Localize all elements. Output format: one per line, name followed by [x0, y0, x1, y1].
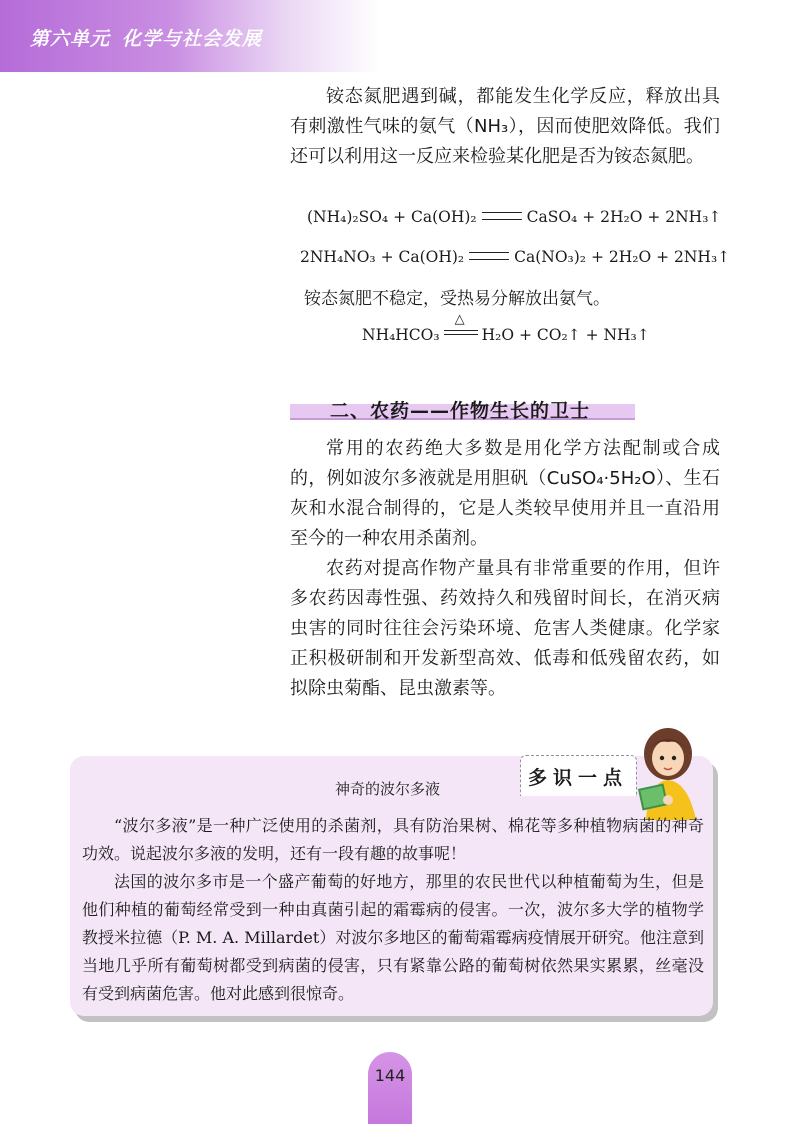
box-paragraph-1: “波尔多液”是一种广泛使用的杀菌剂，具有防治果树、棉花等多种植物病菌的神奇功效。说起波尔多液的发明，还有一段有趣的故事呢！ [82, 816, 704, 863]
intro-paragraph: 铵态氮肥遇到碱，都能发生化学反应，释放出具有刺激性气味的氨气（NH₃），因而使肥效降低。我们还可以利用这一反应来检验某化肥是否为铵态氮肥。 [290, 86, 720, 167]
equation-2-left: 2NH₄NO₃ + Ca(OH)₂ [300, 248, 465, 266]
equals-sign [469, 252, 509, 260]
equation-3-left: NH₄HCO₃ [362, 326, 440, 344]
box-text [82, 812, 704, 1008]
intro-block [290, 82, 720, 172]
equation-note: 铵态氮肥不稳定，受热易分解放出氨气。 [304, 289, 610, 309]
heating-condition [444, 312, 478, 338]
equation-1-left: (NH₄)₂SO₄ + Ca(OH)₂ [307, 208, 477, 226]
chapter-header [0, 0, 380, 72]
extra-knowledge-label: 多识一点 [528, 767, 629, 789]
section-paragraph-1: 常用的农药绝大多数是用化学方法配制或合成的，例如波尔多液就是用胆矾（CuSO₄·5H₂O）、生石灰和水混合制得的，它是人类较早使用并且一直沿用至今的一种农用杀菌剂。 [290, 438, 720, 549]
section-title: 二、农药——作物生长的卫士 [330, 400, 591, 422]
equation-2 [300, 248, 730, 266]
page-number-tab [368, 1052, 412, 1124]
page-number: 144 [374, 1066, 406, 1085]
box-title: 神奇的波尔多液 [335, 780, 441, 798]
section-paragraph-2: 农药对提高作物产量具有非常重要的作用，但许多农药因毒性强、药效持久和残留时间长，在消灭病虫害的同时往往会污染环境、危害人类健康。化学家正积极研制和开发新型高效、低毒和低残留农药，如拟除虫菊酯、昆虫激素等。 [290, 558, 720, 699]
section-body [290, 434, 720, 704]
equation-2-right: Ca(NO₃)₂ + 2H₂O + 2NH₃↑ [514, 248, 731, 266]
reading-girl-icon [632, 724, 708, 820]
equation-1 [307, 208, 721, 226]
equation-3 [362, 312, 650, 344]
header-text [30, 24, 262, 51]
equation-1-right: CaSO₄ + 2H₂O + 2NH₃↑ [526, 208, 722, 226]
unit-label: 第六单元 [30, 28, 111, 50]
unit-title: 化学与社会发展 [122, 28, 263, 50]
heat-symbol: △ [454, 312, 465, 327]
equation-3-right: H₂O + CO₂↑ + NH₃↑ [481, 326, 650, 344]
box-paragraph-2: 法国的波尔多市是一个盛产葡萄的好地方，那里的农民世代以种植葡萄为生，但是他们种植的葡萄经常受到一种由真菌引起的霜霉病的侵害。一次，波尔多大学的植物学教授米拉德（P. M. A. Millardet）对波尔多地区的葡萄霜霉病疫情展开研究。他注意到当地几乎所有葡萄树都受到病菌的侵害，只有紧靠公路的葡萄树依然果实累累，丝毫没有受到病菌危害。他对此感到很惊奇。 [82, 872, 704, 1003]
equals-sign [482, 212, 522, 220]
